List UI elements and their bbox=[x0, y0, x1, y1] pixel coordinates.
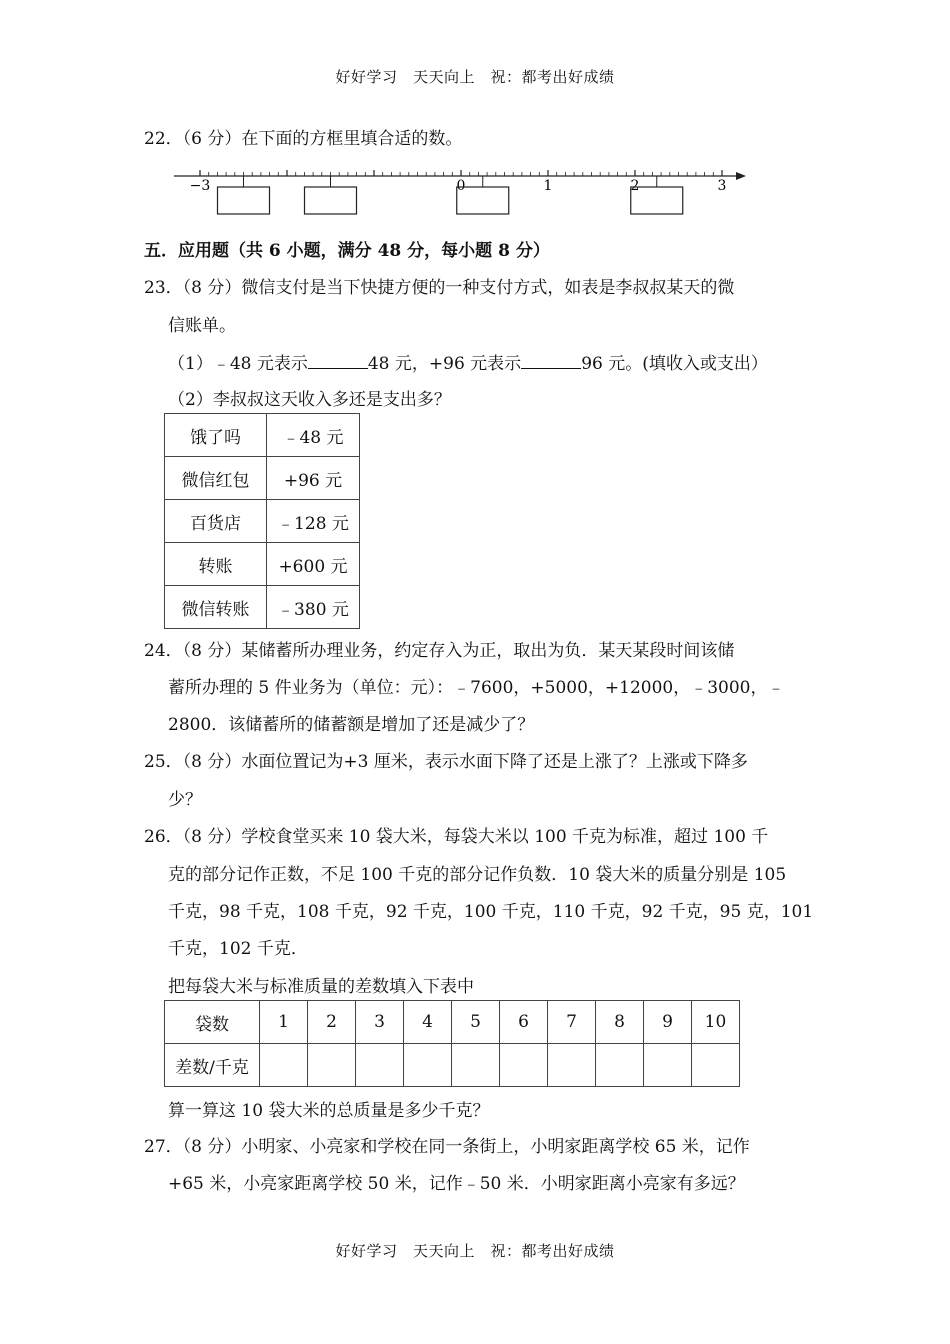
answer-cell[interactable] bbox=[644, 1044, 692, 1087]
bag-number: 8 bbox=[596, 1001, 644, 1044]
question-24-cont-2: 2800．该储蓄所的储蓄额是增加了还是减少了？ bbox=[168, 715, 535, 735]
question-26-after: 算一算这 10 袋大米的总质量是多少千克？ bbox=[168, 1101, 490, 1121]
answer-cell[interactable] bbox=[596, 1044, 644, 1087]
bill-item: 微信红包 bbox=[165, 457, 267, 500]
tick-label: 2 bbox=[630, 178, 640, 194]
bag-number: 1 bbox=[260, 1001, 308, 1044]
bill-item: 微信转账 bbox=[165, 586, 267, 629]
table-row-label: 差数/千克 bbox=[165, 1044, 260, 1087]
tick-label: 1 bbox=[543, 178, 553, 194]
number-line-labels bbox=[190, 178, 727, 194]
question-25-cont: 少？ bbox=[168, 790, 202, 810]
table-header-label: 袋数 bbox=[165, 1001, 260, 1044]
answer-cell[interactable] bbox=[308, 1044, 356, 1087]
answer-cell[interactable] bbox=[356, 1044, 404, 1087]
question-26-cont-3: 千克，102 千克． bbox=[168, 939, 308, 959]
number-line-answer-boxes bbox=[218, 176, 683, 214]
bag-number: 3 bbox=[356, 1001, 404, 1044]
answer-box[interactable] bbox=[218, 187, 270, 214]
answer-cell[interactable] bbox=[692, 1044, 740, 1087]
table-row bbox=[165, 543, 360, 586]
tick-label: 0 bbox=[456, 178, 466, 194]
rice-difference-table bbox=[164, 1000, 740, 1087]
table-row bbox=[165, 500, 360, 543]
answer-box[interactable] bbox=[305, 187, 357, 214]
tick-label: −3 bbox=[189, 178, 211, 194]
question-26: 26．（8 分）学校食堂买来 10 袋大米，每袋大米以 100 千克为标准，超过 100 千 bbox=[144, 827, 769, 847]
wechat-bill-table bbox=[164, 413, 360, 629]
bag-number: 9 bbox=[644, 1001, 692, 1044]
table-header-row bbox=[165, 1001, 740, 1044]
page-footer: 好好学习 天天向上 祝：都考出好成绩 bbox=[335, 1242, 615, 1260]
question-27-cont: +65 米，小亮家距离学校 50 米，记作﹣50 米．小明家距离小亮家有多远？ bbox=[168, 1174, 745, 1194]
bill-amount: +600 元 bbox=[267, 543, 360, 586]
page-header: 好好学习 天天向上 祝：都考出好成绩 bbox=[335, 68, 615, 86]
question-23-part2: （2）李叔叔这天收入多还是支出多？ bbox=[168, 390, 451, 410]
bag-number: 10 bbox=[692, 1001, 740, 1044]
bag-number: 4 bbox=[404, 1001, 452, 1044]
question-26-instruction: 把每袋大米与标准质量的差数填入下表中 bbox=[168, 977, 474, 997]
bill-amount: ﹣128 元 bbox=[267, 500, 360, 543]
number-line-ticks bbox=[200, 170, 722, 176]
answer-cell[interactable] bbox=[500, 1044, 548, 1087]
answer-blank-1[interactable] bbox=[308, 353, 368, 369]
table-row bbox=[165, 414, 360, 457]
bill-amount: ﹣48 元 bbox=[267, 414, 360, 457]
bill-amount: +96 元 bbox=[267, 457, 360, 500]
question-26-cont-1: 克的部分记作正数，不足 100 千克的部分记作负数．10 袋大米的质量分别是 105 bbox=[168, 865, 787, 885]
table-answer-row bbox=[165, 1044, 740, 1087]
question-22: 22．（6 分）在下面的方框里填合适的数。 bbox=[144, 129, 463, 149]
question-23-cont: 信账单。 bbox=[168, 316, 236, 336]
table-row bbox=[165, 457, 360, 500]
answer-cell[interactable] bbox=[548, 1044, 596, 1087]
bill-item: 百货店 bbox=[165, 500, 267, 543]
bill-amount: ﹣380 元 bbox=[267, 586, 360, 629]
bag-number: 7 bbox=[548, 1001, 596, 1044]
number-line-arrow bbox=[736, 172, 746, 180]
question-25: 25．（8 分）水面位置记为+3 厘米，表示水面下降了还是上涨了？上涨或下降多 bbox=[144, 752, 748, 772]
question-24-cont-1: 蓄所办理的 5 件业务为（单位：元）：﹣7600，+5000，+12000，﹣3000，﹣ bbox=[168, 678, 785, 698]
tick-label: 3 bbox=[717, 178, 727, 194]
answer-cell[interactable] bbox=[452, 1044, 500, 1087]
answer-blank-2[interactable] bbox=[521, 353, 581, 369]
question-23: 23．（8 分）微信支付是当下快捷方便的一种支付方式，如表是李叔叔某天的微 bbox=[144, 278, 735, 298]
bill-item: 饿了吗 bbox=[165, 414, 267, 457]
answer-cell[interactable] bbox=[404, 1044, 452, 1087]
table-row bbox=[165, 586, 360, 629]
bag-number: 2 bbox=[308, 1001, 356, 1044]
section-title: 五．应用题（共 6 小题，满分 48 分，每小题 8 分） bbox=[144, 241, 550, 261]
question-27: 27．（8 分）小明家、小亮家和学校在同一条街上，小明家距离学校 65 米，记作 bbox=[144, 1137, 750, 1157]
number-line bbox=[170, 160, 750, 222]
question-23-part1: （1）﹣48 元表示 48 元，+96 元表示 96 元。(填收入或支出） bbox=[168, 354, 768, 374]
bill-item: 转账 bbox=[165, 543, 267, 586]
bag-number: 6 bbox=[500, 1001, 548, 1044]
bag-number: 5 bbox=[452, 1001, 500, 1044]
question-26-cont-2: 千克，98 千克，108 千克，92 千克，100 千克，110 千克，92 千克，95 克，101 bbox=[168, 902, 814, 922]
question-24: 24．（8 分）某储蓄所办理业务，约定存入为正，取出为负．某天某段时间该储 bbox=[144, 641, 735, 661]
answer-cell[interactable] bbox=[260, 1044, 308, 1087]
